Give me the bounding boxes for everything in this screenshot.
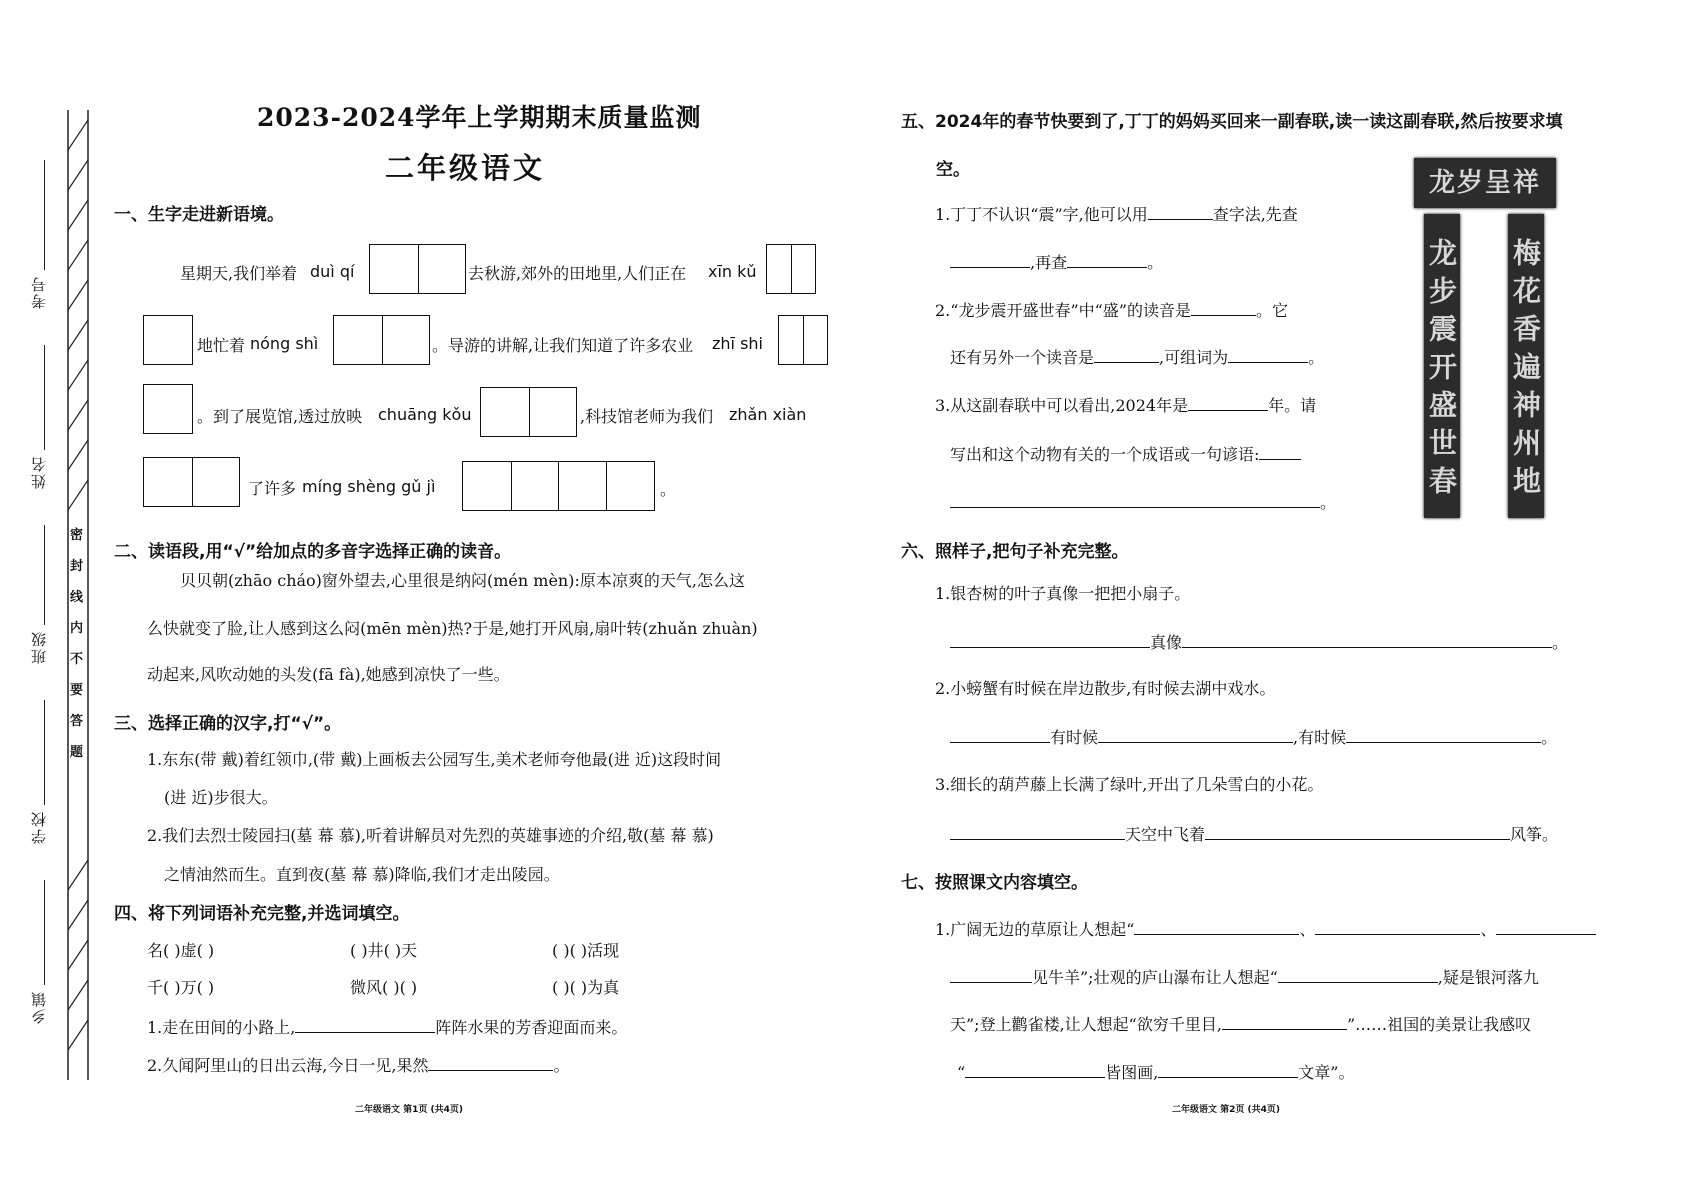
s4-answer-blank[interactable] [295,1018,435,1033]
s5-question [935,298,1288,321]
town-label: 乡镇 [30,990,48,1024]
page-footer-left: 二年级语文 第1页 (共4页) [355,1105,464,1115]
s1-text: 去秋游,郊外的田地里,人们正在 [468,264,687,283]
s1-answer-box[interactable] [333,315,430,365]
s7-line [950,1012,1531,1035]
s4-question-text: 2.久闻阿里山的日出云海,今日一见,果然 [147,1056,429,1075]
s1-heading: 一、生字走进新语境。 [114,205,284,225]
s5-question-text: 写出和这个动物有关的一个成语或一句谚语: [950,445,1260,464]
s2-paragraph-line: 贝贝朝(zhāo cháo)窗外望去,心里很是纳闷(mén mèn):原本凉爽的天气,怎么这 [180,571,745,590]
s2-heading: 二、读语段,用“√”给加点的多音字选择正确的读音。 [114,542,512,562]
s7-answer-blank[interactable] [1496,920,1596,935]
s5-question-text: 。 [1147,253,1164,272]
s6-answer-blank[interactable] [1205,825,1510,840]
s4-question [147,1015,627,1038]
s5-answer-blank[interactable] [1259,445,1301,460]
s7-text: 文章”。 [1298,1063,1355,1082]
name-line [44,345,45,450]
s1-pinyin: duì qí [310,262,355,281]
s1-text: ,科技馆老师为我们 [580,407,714,426]
town-line [44,880,45,985]
s5-question-text: 年。请 [1268,396,1317,415]
s4-idiom: ( )井( )天 [350,941,418,960]
s1-text: 星期天,我们举着 [180,264,298,283]
s3-heading: 三、选择正确的汉字,打“√”。 [114,714,342,734]
s3-question-line: 1.东东(带 戴)着红领巾,(带 戴)上画板去公园写生,美术老师夸他最(进 近)这段时间 [147,750,722,769]
page-footer-right: 二年级语文 第2页 (共4页) [1172,1105,1281,1115]
s5-answer-blank[interactable] [1191,301,1256,316]
couplet-horizontal-scroll: 龙岁呈祥 [1414,158,1556,208]
s6-fill-text: 有时候 [1050,728,1099,747]
s5-question [935,393,1316,416]
exam-subtitle: 二年级语文 [385,151,546,185]
s1-pinyin: xīn kǔ [708,262,757,281]
s4-answer-blank[interactable] [428,1056,553,1071]
s1-pinyin: míng shèng gǔ jì [302,477,436,496]
s7-text: ,疑是银河落九 [1437,968,1539,987]
s6-heading: 六、照样子,把句子补充完整。 [901,542,1129,562]
s5-question-text: 。它 [1256,301,1289,320]
s6-fill-text: 。 [1552,633,1569,652]
s7-text: 1.广阔无边的草原让人想起“ [935,920,1135,939]
s5-answer-blank[interactable] [950,493,1320,508]
s5-question-text: 。 [1320,493,1337,512]
s5-answer-blank[interactable] [1094,348,1159,363]
s5-question-text: 3.从这副春联中可以看出,2024年是 [935,396,1189,415]
s6-fill-text: 真像 [1150,633,1183,652]
s1-pinyin: zhī shi [712,334,763,353]
couplet-right-scroll: 龙步震开盛世春 [1424,214,1460,518]
s1-pinyin: chuāng kǒu [378,405,472,424]
s5-question [950,490,1336,513]
s6-example: 3.细长的葫芦藤上长满了绿叶,开出了几朵雪白的小花。 [935,775,1324,794]
s1-text: 。导游的讲解,让我们知道了许多农业 [432,336,694,355]
name-label: 姓名 [30,455,48,489]
s4-idiom: 名( )虚( ) [147,941,215,960]
s5-heading: 五、2024年的春节快要到了,丁丁的妈妈买回来一副春联,读一读这副春联,然后按要求填 [901,112,1563,132]
exam-number-line [44,160,45,270]
s5-question [950,250,1163,273]
seal-text: 密封线内不要答题 [70,520,86,768]
s6-fill-text: ,有时候 [1293,728,1347,747]
s4-question-text: 。 [553,1056,570,1075]
s1-answer-box[interactable] [143,384,193,434]
s7-text: 、 [1480,920,1497,939]
s6-answer-blank[interactable] [950,633,1150,648]
s4-idiom: ( )( )活现 [552,941,620,960]
s5-question [950,442,1301,465]
s3-question-line: 之情油然而生。直到夜(墓 幕 慕)降临,我们才走出陵园。 [164,865,560,884]
s6-answer-blank[interactable] [950,825,1125,840]
s7-answer-blank[interactable] [1158,1063,1298,1078]
s7-answer-blank[interactable] [1134,920,1299,935]
s5-answer-blank[interactable] [1148,205,1213,220]
exam-title: 2023-2024学年上学期期末质量监测 [257,103,702,132]
s5-answer-blank[interactable] [1067,253,1147,268]
s5-heading: 空。 [936,160,970,180]
s1-answer-box[interactable] [143,315,193,365]
s6-example: 2.小螃蟹有时候在岸边散步,有时候去湖中戏水。 [935,679,1276,698]
s1-answer-box[interactable] [480,387,577,437]
s5-answer-blank[interactable] [1228,348,1308,363]
s5-question-text: 查字法,先查 [1212,205,1298,224]
s7-answer-blank[interactable] [965,1063,1105,1078]
s5-question [935,202,1298,225]
s7-line [957,1060,1354,1083]
s1-answer-box[interactable] [766,244,816,294]
s6-answer-blank[interactable] [1182,633,1552,648]
s4-question-text: 1.走在田间的小路上, [147,1018,296,1037]
couplet-left-scroll: 梅花香遍神州地 [1508,214,1544,518]
s5-question-text: 1.丁丁不认识“震”字,他可以用 [935,205,1148,224]
s1-answer-box[interactable] [143,457,240,507]
s3-question-line: 2.我们去烈士陵园扫(墓 幕 慕),听着讲解员对先烈的英雄事迹的介绍,敬(墓 幕 慕) [147,826,714,845]
s5-question [950,345,1324,368]
s6-fill-line [950,725,1557,748]
s4-question [147,1053,569,1076]
s6-fill-text: 天空中飞着 [1125,825,1206,844]
s2-paragraph-line: 么快就变了脸,让人感到这么闷(mēn mèn)热?于是,她打开风扇,扇叶转(zhuǎn zhuàn) [147,619,758,638]
s7-text: 、 [1299,920,1316,939]
s6-fill-text: 风筝。 [1510,825,1559,844]
s1-text: 。到了展览馆,透过放映 [197,407,363,426]
s5-answer-blank[interactable] [1188,396,1268,411]
s7-text: 天”;登上鹳雀楼,让人想起“欲穷千里目, [950,1015,1222,1034]
s7-text: ”……祖国的美景让我感叹 [1346,1015,1532,1034]
s1-pinyin: zhǎn xiàn [729,405,807,424]
class-label: 班级 [30,630,48,664]
s7-text: 皆图画, [1105,1063,1159,1082]
school-line [44,700,45,805]
s6-answer-blank[interactable] [1098,728,1293,743]
s5-question-text: ,再查 [1030,253,1068,272]
s7-answer-blank[interactable] [950,968,1032,983]
s1-text: 。 [660,480,677,499]
school-label: 学校 [30,810,48,844]
s5-question-text: 。 [1308,348,1325,367]
s1-answer-box[interactable] [462,461,655,511]
s7-answer-blank[interactable] [1278,968,1438,983]
s4-idiom: ( )( )为真 [552,978,620,997]
s6-answer-blank[interactable] [1346,728,1541,743]
exam-number-label: 考号 [30,275,48,309]
s7-text: “ [957,1063,966,1082]
s6-fill-line [950,630,1568,653]
s1-pinyin: nóng shì [250,334,319,353]
s7-answer-blank[interactable] [1315,920,1480,935]
s5-answer-blank[interactable] [950,253,1030,268]
s2-paragraph-line: 动起来,风吹动她的头发(fā fà),她感到凉快了一些。 [147,665,510,684]
s1-answer-box[interactable] [369,244,466,294]
s7-text: 见牛羊”;壮观的庐山瀑布让人想起“ [1032,968,1278,987]
s4-idiom: 千( )万( ) [147,978,215,997]
s6-example: 1.银杏树的叶子真像一把把小扇子。 [935,584,1191,603]
s7-line [935,917,1596,940]
s6-answer-blank[interactable] [950,728,1050,743]
s7-line [950,965,1539,988]
s5-question-text: 还有另外一个读音是 [950,348,1095,367]
s4-question-text: 阵阵水果的芳香迎面而来。 [435,1018,628,1037]
s5-question-text: ,可组词为 [1159,348,1229,367]
s5-question-text: 2.“龙步震开盛世春”中“盛”的读音是 [935,301,1191,320]
s3-question-line: (进 近)步很大。 [164,788,278,807]
s6-fill-text: 。 [1541,728,1558,747]
s1-text: 地忙着 [197,336,246,355]
class-line [44,525,45,625]
s7-answer-blank[interactable] [1222,1015,1347,1030]
s4-idiom: 微风( )( ) [350,978,418,997]
s1-text: 了许多 [248,479,297,498]
s6-fill-line [950,822,1558,845]
s7-heading: 七、按照课文内容填空。 [901,873,1088,893]
s1-answer-box[interactable] [778,315,828,365]
s4-heading: 四、将下列词语补充完整,并选词填空。 [114,904,410,924]
